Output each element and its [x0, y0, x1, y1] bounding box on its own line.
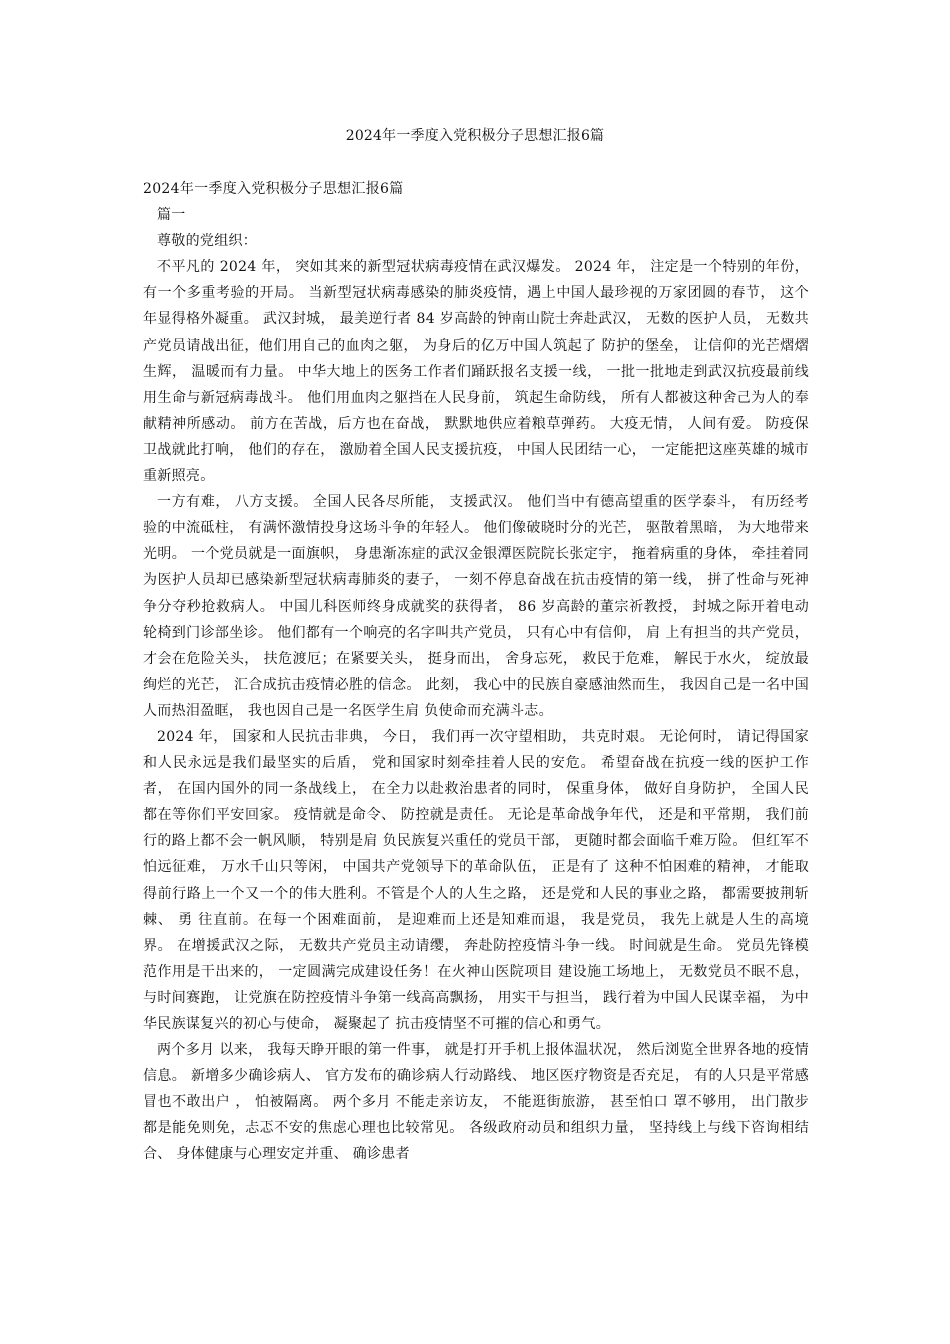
document-body — [143, 176, 809, 1168]
body-paragraph-2: 一方有难， 八方支援。 全国人民各尽所能， 支援武汉。 他们当中有德高望重的医学泰斗， 有历经考验的中流砥柱， 有满怀激情投身这场斗争的年轻人。 他们像破晓时分的光芒， 驱散着黑暗， 为大地带来光明。 一个党员就是一面旗帜， 身患渐冻症的武汉金银潭医院院长张定宇， 拖着病重的身体， 牵挂着同为医护人员却已感染新型冠状病毒肺炎的妻子， 一刻不停息奋战在抗击疫情的第一线， 拼了性命与死神争分夺秒抢救病人。 中国儿科医师终身成就奖的获得者， 86 岁高龄的董宗祈教授， 封城之际开着电动轮椅到门诊部坐诊。 他们都有一个响亮的名字叫共产党员， 只有心中有信仰， 肩 上有担当的共产党员， 才会在危险关头， 扶危渡厄；在紧要关头， 挺身而出， 舍身忘死， 救民于危难， 解民于水火， 绽放最绚烂的光芒， 汇合成抗击疫情必胜的信念。 此刻， 我心中的民族自豪感油然而生， 我因自己是一名中国人而热泪盈眶， 我也因自己是一名医学生肩 负使命而充满斗志。 — [143, 494, 809, 719]
body-paragraph-4: 两个多月 以来， 我每天睁开眼的第一件事， 就是打开手机上报体温状况， 然后浏览全世界各地的疫情信息。 新增多少确诊病人、 官方发布的确诊病人行动路线、 地区医疗物资是否充足， 有的人只是平常感冒也不敢出户 ， 怕被隔离。 两个多月 不能走亲访友， 不能逛街旅游， 甚至怕口 罩不够用， 出门散步都是能免则免，忐忑不安的焦虑心理也比较常见。 各级政府动员和组织力量， 坚持线上与线下咨询相结合、 身体健康与心理安定并重、 确诊患者 — [143, 1042, 809, 1163]
document-subtitle: 2024年一季度入党积极分子思想汇报6篇 — [143, 181, 404, 197]
section-label: 篇一 — [157, 207, 186, 224]
page-title: 2024年一季度入党积极分子思想汇报6篇 — [345, 128, 605, 144]
body-paragraph-3: 2024 年， 国家和人民抗击非典， 今日， 我们再一次守望相助， 共克时艰。 无论何时， 请记得国家和人民永远是我们最坚实的后盾， 党和国家时刻牵挂着人民的安危。 希望奋战在抗疫一线的医护工作者， 在国内国外的同一条战线上， 在全力以赴救治患者的同时， 保重身体， 做好自身防护， 全国人民都在等你们平安回家。 疫情就是命令、 防控就是责任。 无论是革命战争年代， 还是和平常期， 我们前行的路上都不会一帆风顺， 特别是肩 负民族复兴重任的党员干部， 更随时都会面临千难万险。 但红军不怕远征难， 万水千山只等闲， 中国共产党领导下的革命队伍， 正是有了 这种不怕困难的精神， 才能取得前行路上一个又一个的伟大胜利。不管是个人的人生之路， 还是党和人民的事业之路， 都需要披荆斩棘、 勇 往直前。在每一个困难面前， 是迎难而上还是知难而退， 我是党员， 我先上就是人生的高境界。 在增援武汉之际， 无数共产党员主动请缨， 奔赴防控疫情斗争一线。 时间就是生命。 党员先锋模范作用是干出来的， 一定圆满完成建设任务！在火神山医院项目 建设施工场地上， 无数党员不眠不息， 与时间赛跑， 让党旗在防控疫情斗争第一线高高飘扬， 用实干与担当， 践行着为中国人民谋幸福， 为中华民族谋复兴的初心与使命， 凝聚起了 抗击疫情坚不可摧的信心和勇气。 — [143, 728, 809, 1032]
salutation: 尊敬的党组织： — [157, 233, 258, 250]
body-paragraph-1: 不平凡的 2024 年， 突如其来的新型冠状病毒疫情在武汉爆发。 2024 年， 注定是一个特别的年份， 有一个多重考验的开局。 当新型冠状病毒感染的肺炎疫情，遇上中国人最珍视的万家团圆的春节， 这个年显得格外凝重。 武汉封城， 最美逆行者 84 岁高龄的钟南山院士奔赴武汉， 无数的医护人员， 无数共产党员请战出征，他们用自己的血肉之躯， 为身后的亿万中国人筑起了 防护的堡垒， 让信仰的光芒熠熠生辉， 温暖而有力量。 中华大地上的医务工作者们踊跃报名支援一线， 一批一批地走到武汉抗疫最前线用生命与新冠病毒战斗。 他们用血肉之躯挡在人民身前， 筑起生命防线， 所有人都被这种舍己为人的奉献精神所感动。 前方在苦战，后方也在奋战， 默默地供应着粮草弹药。 大疫无情， 人间有爱。 防疫保卫战就此打响， 他们的存在， 激励着全国人民支援抗疫， 中国人民团结一心， 一定能把这座英雄的城市重新照亮。 — [143, 259, 809, 485]
